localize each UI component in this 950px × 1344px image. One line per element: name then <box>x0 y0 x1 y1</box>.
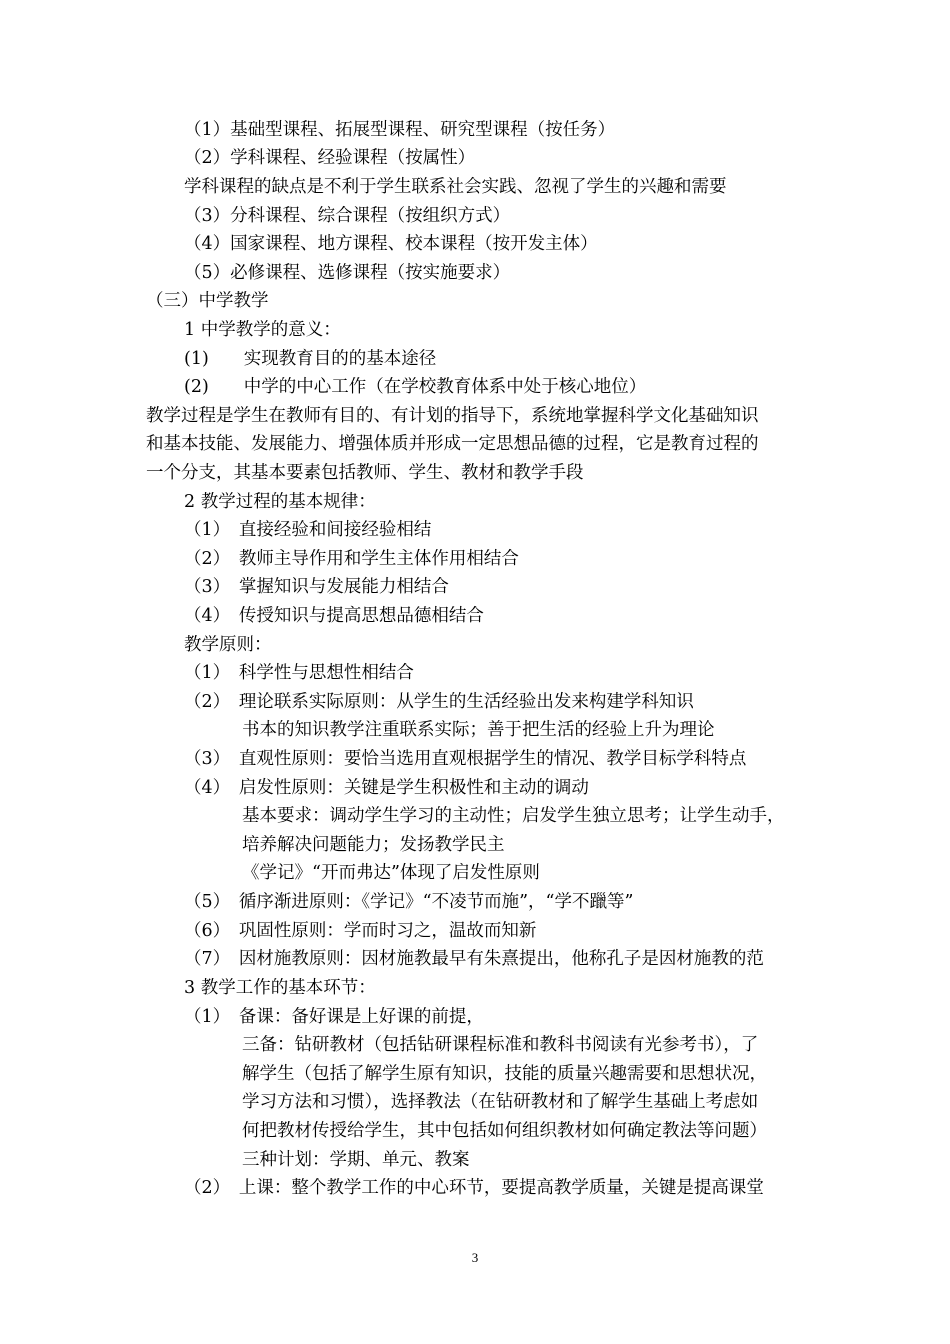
page-number: 3 <box>471 1250 479 1265</box>
text-line: （2） 教师主导作用和学生主体作用相结合 <box>184 549 519 569</box>
text-line: 2 教学过程的基本规律： <box>184 492 376 512</box>
text-line: 三种计划：学期、单元、教案 <box>242 1150 470 1170</box>
text-line: 三备：钻研教材（包括钻研课程标准和教科书阅读有光参考书），了 <box>242 1035 759 1055</box>
text-line: (1) 实现教育目的的基本途径 <box>184 349 437 369</box>
text-line: （2） 上课：整个教学工作的中心环节，要提高教学质量，关键是提高课堂 <box>184 1178 764 1198</box>
text-line: （2） 理论联系实际原则：从学生的生活经验出发来构建学科知识 <box>184 692 694 712</box>
text-line: （3） 直观性原则：要恰当选用直观根据学生的情况、教学目标学科特点 <box>184 749 747 769</box>
text-line: 书本的知识教学注重联系实际；善于把生活的经验上升为理论 <box>242 720 715 740</box>
text-line: （3）分科课程、综合课程（按组织方式） <box>184 206 511 226</box>
text-line: （5） 循序渐进原则：《学记》“不凌节而施”，“学不躐等” <box>184 892 634 912</box>
text-line: 《学记》“开而弗达”体现了启发性原则 <box>242 863 540 883</box>
text-line: （6） 巩固性原则：学而时习之，温故而知新 <box>184 921 537 941</box>
text-line: （1） 直接经验和间接经验相结 <box>184 520 432 540</box>
text-line: 和基本技能、发展能力、增强体质并形成一定思想品德的过程，它是教育过程的 <box>146 434 759 454</box>
text-line: （4） 传授知识与提高思想品德相结合 <box>184 606 484 626</box>
text-line: (2) 中学的中心工作（在学校教育体系中处于核心地位） <box>184 377 647 397</box>
text-line: 学习方法和习惯），选择教法（在钻研教材和了解学生基础上考虑如 <box>242 1092 759 1112</box>
text-line: （1） 备课：备好课是上好课的前提， <box>184 1007 484 1027</box>
text-line: （1）基础型课程、拓展型课程、研究型课程（按任务） <box>184 120 616 140</box>
text-line: 教学原则： <box>184 635 272 655</box>
text-line: 培养解决问题能力；发扬教学民主 <box>242 835 505 855</box>
text-line: 学科课程的缺点是不利于学生联系社会实践、忽视了学生的兴趣和需要 <box>184 177 727 197</box>
text-line: （4） 启发性原则：关键是学生积极性和主动的调动 <box>184 778 589 798</box>
text-line: 基本要求：调动学生学习的主动性；启发学生独立思考；让学生动手， <box>242 806 785 826</box>
text-line: （7） 因材施教原则：因材施教最早有朱熹提出，他称孔子是因材施教的范 <box>184 949 764 969</box>
text-line: 解学生（包括了解学生原有知识，技能的质量兴趣需要和思想状况， <box>242 1064 767 1084</box>
text-line: 何把教材传授给学生，其中包括如何组织教材如何确定教法等问题） <box>242 1121 767 1141</box>
section-heading: （三）中学教学 <box>146 291 269 311</box>
text-line: 3 教学工作的基本环节： <box>184 978 376 998</box>
text-line: （5）必修课程、选修课程（按实施要求） <box>184 263 511 283</box>
text-line: （2）学科课程、经验课程（按属性） <box>184 148 476 168</box>
text-line: 1 中学教学的意义： <box>184 320 341 340</box>
text-line: （1） 科学性与思想性相结合 <box>184 663 414 683</box>
text-line: （4）国家课程、地方课程、校本课程（按开发主体） <box>184 234 598 254</box>
text-line: （3） 掌握知识与发展能力相结合 <box>184 577 449 597</box>
text-line: 教学过程是学生在教师有目的、有计划的指导下，系统地掌握科学文化基础知识 <box>146 406 759 426</box>
text-line: 一个分支，其基本要素包括教师、学生、教材和教学手段 <box>146 463 584 483</box>
